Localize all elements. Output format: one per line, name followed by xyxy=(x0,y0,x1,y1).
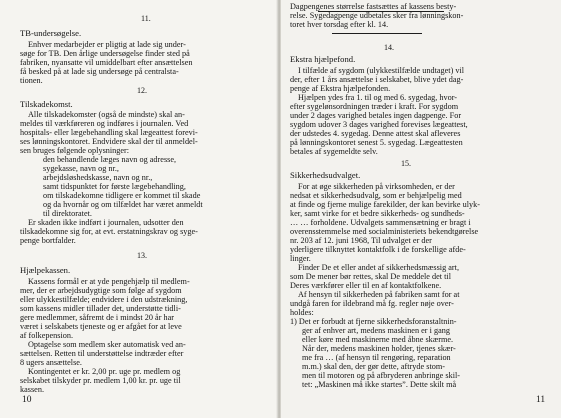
text-line: 1) Det er forbudt at fjerne sikkerhedsforanstaltnin- xyxy=(290,317,457,326)
text-line: den behandlende læges navn og adresse, xyxy=(43,155,177,164)
text-line: eller køre med maskinerne med åbne skærme. xyxy=(302,335,454,344)
section-number: 14. xyxy=(384,43,395,52)
text-line: at finde og fjerne mulige farekilder, der kan bevirke ulyk- xyxy=(290,200,480,209)
text-line: Optagelse som medlem sker automatisk ved an- xyxy=(28,340,186,349)
text-line: Enhver medarbejder er pligtig at lade sig under- xyxy=(28,40,186,49)
text-line: samt tidspunktet for første lægebehandling, xyxy=(43,182,186,191)
underline-rule xyxy=(332,33,422,34)
text-line: Finder De et eller andet af sikkerhedsmæssig art, xyxy=(298,263,460,272)
text-line: penge bortfalder. xyxy=(20,236,76,245)
text-line: Alle tilskadekomster (også de mindste) skal an- xyxy=(28,110,185,119)
text-line: sen bruges følgende oplysninger: xyxy=(20,146,130,155)
text-line: ker, samt virke for et bedre sikkerheds- og sundheds- xyxy=(290,209,465,218)
page-number-left: 10 xyxy=(22,395,32,405)
text-line: Når der, medens maskinen holder, tjenes skær- xyxy=(302,344,456,353)
text-line: Hjælpen ydes fra 1. til og med 6. sygedag, hvor- xyxy=(298,93,458,102)
text-line: holdes: xyxy=(290,308,314,317)
text-line: selskabet tilskyder pr. medlem 1,00 kr. pr. uge til xyxy=(20,376,181,385)
text-line: få besked på at lade sig undersøge på centralsta- xyxy=(20,67,179,76)
text-line: Er skaden ikke indført i journalen, udsotter den xyxy=(28,218,184,227)
section-number: 13. xyxy=(137,251,148,260)
text-line: tionen. xyxy=(20,76,43,85)
text-line: For at øge sikkerheden på virksomheden, er der xyxy=(298,182,455,191)
text-line: kassen. xyxy=(20,385,45,394)
section-heading: Sikkerhedsudvalget. xyxy=(290,170,361,180)
text-line: sygdom udover 3 dages varighed forevises lægeattest, xyxy=(290,120,468,129)
text-line: Kontingentet er kr. 2,00 pr. uge pr. medlem og xyxy=(28,367,181,376)
section-heading: Hjælpekassen. xyxy=(20,265,71,275)
text-line: mer, der er arbejdsudygtige som følge af sygdom xyxy=(20,286,182,295)
text-line: hospitals- eller lægebehandling skal lægeattest forevi- xyxy=(20,128,198,137)
text-line: ses lønningskontoret. Endvidere skal der til anmeldel- xyxy=(20,137,198,146)
text-line: eller ulykkestilfælde; endvidere i den udstrækning, xyxy=(20,295,188,304)
text-line: fabriken, nyansatte vil umiddelbart efter ansættelsen xyxy=(20,58,193,67)
text-line: der udstedes 4. sygedag. Denne attest skal afleveres xyxy=(290,129,461,138)
left-page xyxy=(0,0,278,418)
text-line: nr. 203 af 12. juni 1968, Til udvalget er der xyxy=(290,236,432,245)
text-line: under 2 dages varighed betales ingen dagpenge. For xyxy=(290,111,462,120)
section-heading: TB-undersøgelse. xyxy=(20,28,82,38)
text-line: relse. Sygedagpenge udbetales sker fra lønningskon- xyxy=(290,11,464,20)
text-line: tilskadekomne sig for, at evt. erstatningskrav og syge- xyxy=(20,227,198,236)
text-line: søge for TB. Den årlige undersøgelse finder sted på xyxy=(20,49,190,58)
text-line: Af hensyn til sikkerheden på fabriken samt for at xyxy=(298,290,460,299)
text-line: sygekasse, navn og nr., xyxy=(43,164,119,173)
left-page-text xyxy=(0,0,278,418)
section-number: 11. xyxy=(141,14,151,23)
text-line: toret hver torsdag efter kl. 14. xyxy=(290,20,389,29)
text-line: som De mener bør rettes, skal De meddele det til xyxy=(290,272,452,281)
text-line: som kassens midler tillader det, understøtte tidli- xyxy=(20,304,181,313)
text-line: linger. xyxy=(290,254,311,263)
text-line: nedsat et sikkerhedsudvalg, som er behjælpelig med xyxy=(290,191,462,200)
text-line: Kassens formål er at yde pengehjælp til medlem- xyxy=(28,277,190,286)
text-line: betales af sygemeldte selv. xyxy=(290,147,378,156)
text-line: på lønningskontoret senest 5. sygedag. Lægeattesten xyxy=(290,138,463,147)
text-line: tet: „Maskinen må ikke startes”. Dette skilt må xyxy=(302,380,457,389)
text-line: ger af enhver art, medens maskinen er i gang xyxy=(302,326,450,335)
section-number: 15. xyxy=(401,159,412,168)
text-line: Deres værkfører eller til en af kontaktfolkene. xyxy=(290,281,442,290)
text-line: overensstemmelse med socialministeriets bekendtgørelse xyxy=(290,227,479,236)
section-heading: Tilskadekomst. xyxy=(20,99,73,109)
text-line: om tilskadekomne tidligere er kommet til skade xyxy=(43,191,201,200)
text-line: Dagpengenes størrelse fastsættes af kassens besty- xyxy=(290,2,457,11)
text-line: I tilfælde af sygdom (ulykkestilfælde undtaget) vil xyxy=(298,66,465,75)
text-line: me fra … (af hensyn til rengøring, reparation xyxy=(302,353,451,362)
text-line: gere medlemmer, såfremt de i mindst 20 år har xyxy=(20,313,175,322)
page-number-right: 11 xyxy=(536,395,546,405)
text-line: men til motoren og på afbryderen anbringe skil- xyxy=(302,371,461,380)
text-line: meldes til værkføreren og indføres i journalen. Ved xyxy=(20,119,189,128)
text-line: yderligere tilknyttet kontaktfolk i de forskellige afde- xyxy=(290,245,466,254)
text-line: sættelsen. Retten til understøttelse indtræder efter xyxy=(20,349,184,358)
text-line: m.m.) skal den, der gør dette, aftryde stom- xyxy=(302,362,445,371)
right-page xyxy=(281,0,561,418)
text-line: penge af Ekstra hjælpefonden. xyxy=(290,84,391,93)
section-number: 12. xyxy=(137,86,148,95)
right-page-text xyxy=(281,0,561,418)
underline-rule xyxy=(318,11,444,12)
text-line: undgå faren for ildebrand må fg. regler nøje over- xyxy=(290,299,454,308)
text-line: til direktoratet. xyxy=(43,209,92,218)
text-line: været i selskabets tjeneste og er afgået for at leve xyxy=(20,322,182,331)
text-line: 8 ugers ansættelse. xyxy=(20,358,83,367)
text-line: og da hvornår og om tilfældet har været anmeldt xyxy=(43,200,203,209)
text-line: efter sygelønsordningen træder i kraft. For sygdom xyxy=(290,102,459,111)
text-line: af folkepension. xyxy=(20,331,74,340)
text-line: arbejdsløshedskasse, navn og nr., xyxy=(43,173,153,182)
text-line: der, efter 1 års ansættelse i selskabet, blive ydet dag- xyxy=(290,75,464,84)
section-heading: Ekstra hjælpefond. xyxy=(290,54,356,64)
text-line: … … forholdene. Udvalgets sammensætning er bragt i xyxy=(290,218,471,227)
